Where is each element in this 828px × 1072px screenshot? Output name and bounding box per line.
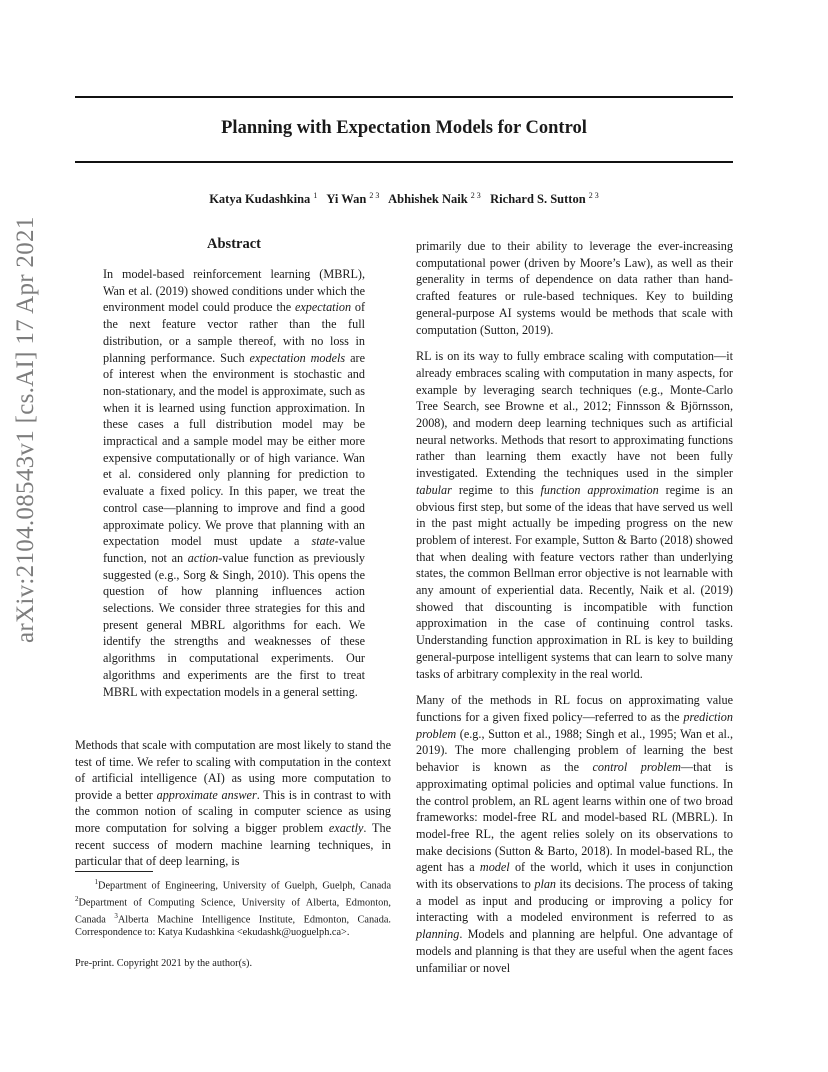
paragraph: RL is on its way to fully embrace scaling with computation—it already embraces scaling with computation in many aspects, for example by leveraging search techniques (e.g., Monte-Carlo Tree Search, see Browne et al., 2012; Finnsson & Björnsson, 2008), and modern deep learning techniques such as artificial neural networks. Methods that resort to approximating functions rather than learning them exactly have not been fully investigated. Extending the techniques used in the simpler tabular regime to this function approximation regime is an obvious first step, but some of the ideas that have served us well in the past might actually be impeding progress on the new problem of interest. For example, Sutton & Barto (2018) showed that when dealing with feature vectors rather than underlying states, the common Bellman error objective is not learnable with any amount of experiential data. Recently, Naik et al. (2019) showed that discounting is incompatible with function approximation in the case of continuing control tasks. Understanding function approximation in RL is key to building general-purpose intelligent systems that can learn to solve many tasks of arbitrary complexity in the real world. — [416, 349, 733, 681]
author-list — [75, 191, 733, 207]
abstract-heading: Abstract — [207, 236, 261, 252]
affiliation-mark: 2 3 — [470, 191, 481, 200]
paragraph: Many of the methods in RL focus on approximating value functions for a given fixed policy—referred to as the prediction problem (e.g., Sutton et al., 1988; Singh et al., 1995; Wan et al., 2019). The more challenging problem of learning the best behavior is known as the control problem—that is approximating optimal policies and optimal value functions. In the control problem, an RL agent learns within one of two broad frameworks: model-free RL and model-based RL (MBRL). In model-free RL, the agent relies solely on its observations to make decisions (Sutton & Barto, 2018). In model-based RL, the agent has a model of the world, which it uses in conjunction with its observations to plan its decisions. The process of taking a model as input and producing or improving a policy for interacting with a modeled environment is referred to as planning. Models and planning are helpful. One advantage of models and planning is that they are useful when the agent faces unfamiliar or novel — [416, 693, 733, 975]
abstract-text: In model-based reinforcement learning (MBRL), Wan et al. (2019) showed conditions under which the environment model could produce the expectation of the next feature vector rather than the full distribution, or a sample thereof, with no loss in planning performance. Such expectation models are of interest when the environment is stochastic and non-stationary, and the model is approximate, such as when it is learned using function approximation. In these cases a full distribution model may be impractical and a sample model may be either more expensive computationally or of high variance. Wan et al. considered only planning for prediction to evaluate a fixed policy. In this paper, we treat the control case—planning to improve and find a good approximate policy. We prove that planning with an expectation model must update a state-value function, not an action-value function as previously suggested (e.g., Sorg & Singh, 2010). This opens the question of how planning influences action selections. We consider three strategies for this and present general MBRL algorithms for each. We identify the strengths and weaknesses of these algorithms in computational experiments. Our algorithms and experiments are the first to treat MBRL with expectation models in a general setting. — [103, 267, 366, 699]
affiliation-mark: 2 3 — [588, 191, 599, 200]
author-name: Yi Wan — [326, 192, 367, 207]
right-column — [416, 238, 733, 986]
introduction-paragraph: Methods that scale with computation are most likely to stand the test of time. We refer to scaling with computation in the context of artificial intelligence (AI) as using more computation to provide a better approximate answer. This is in contrast to with the common notion of scaling in computer science as using more computation for solving a bigger problem exactly. The recent success of modern machine learning techniques, in particular that of deep learning, is — [75, 738, 391, 869]
affiliation-mark: 1 — [313, 191, 318, 200]
affiliations-footnote: $^1$Department of Engineering, University of Guelph, Guelph, Canada $^2$Department of Computing Science, University of Alberta, Edmonton, Canada $^3$Alberta Machine Intelligence Institute, Edmonton, Canada. Correspondence to: Katya Kudashkina <ekudashk@uoguelph.ca>. — [75, 878, 392, 939]
affiliation-mark: 2 3 — [369, 191, 380, 200]
author-name: Richard S. Sutton — [490, 192, 586, 207]
author-name: Katya Kudashkina — [209, 192, 311, 207]
paragraph: primarily due to their ability to leverage the ever-increasing computational power (driven by Moore’s Law), as well as their generality in terms of dependence on data rather than hand-crafted features or rule-based techniques. Key to building general-purpose AI systems would be methods that scale with computation (Sutton, 2019). — [416, 239, 733, 337]
author-name: Abhishek Naik — [388, 192, 468, 207]
arxiv-identifier: arXiv:2104.08543v1 [cs.AI] 17 Apr 2021 — [12, 216, 39, 643]
title-bottom-rule — [75, 161, 733, 163]
footnote-rule — [75, 871, 153, 872]
paper-title: Planning with Expectation Models for Control — [221, 118, 587, 138]
preprint-notice: Pre-print. Copyright 2021 by the author(s). — [75, 958, 253, 969]
title-top-rule — [75, 96, 733, 98]
